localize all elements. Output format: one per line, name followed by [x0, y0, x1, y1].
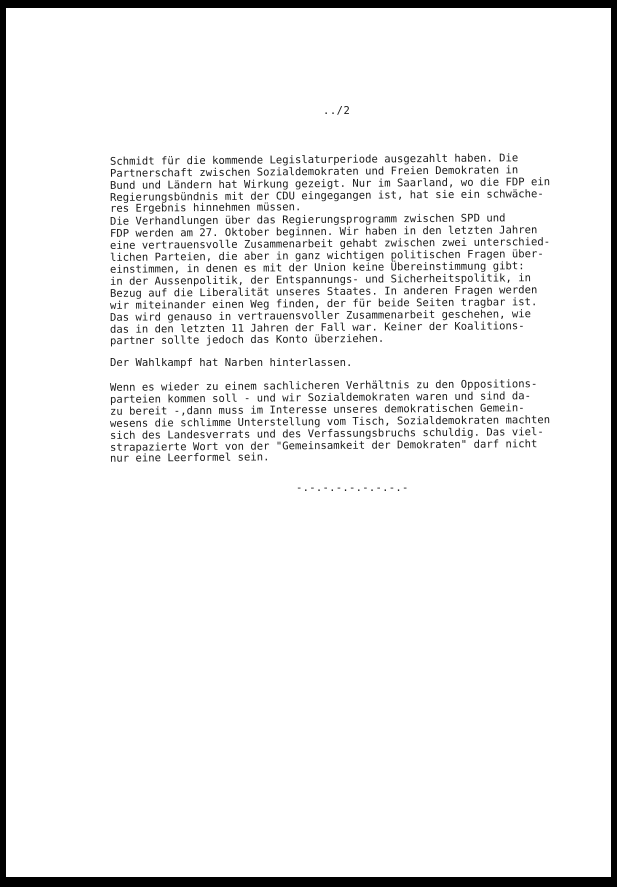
paragraph-1-line-1: Schmidt für die kommende Legislaturperiode ausgezahlt haben. Die — [109, 152, 519, 168]
paragraph-4-line-5: sich des Landesverrats und des Verfassungsbruchs schuldig. Das viel- — [109, 426, 544, 442]
paragraph-2-line-8: wir miteinander einen Weg finden, der für beide Seiten tragbar ist. — [109, 296, 538, 312]
paragraph-1-line-4: Regierungsbündnis mit der CDU eingegangen ist, hat sie ein schwäche- — [109, 188, 544, 204]
paragraph-2-line-11: partner sollte jedoch das Konto überziehen. — [109, 332, 385, 348]
paragraph-2-line-3: eine vertrauensvolle Zusammenarbeit gehabt zwischen zwei unterschied- — [109, 236, 551, 252]
paragraph-4-line-7: nur eine Leerformel sein. — [109, 451, 270, 465]
paragraph-2-line-5: einstimmen, in denen es mit der Union keine Übereinstimmung gibt: — [109, 260, 525, 276]
paragraph-2-line-2: FDP werden am 27. Oktober beginnen. Wir haben in den letzten Jahren — [109, 224, 538, 240]
paragraph-4-line-6: strapazierte Wort von der "Gemeinsamkeit der Demokraten" darf nicht — [109, 438, 538, 454]
end-of-text-marker: -.-.-.-.-.-.-.-.- — [296, 482, 409, 494]
paragraph-2-line-9: Das wird genauso in vertrauensvoller Zusammenarbeit geschehen, wie — [109, 308, 531, 324]
paragraph-4-line-4: wesens die schlimme Unterstellung vom Tisch, Sozialdemokraten machten — [109, 414, 551, 430]
paragraph-2-line-1: Die Verhandlungen über das Regierungsprogramm zwischen SPD und — [109, 212, 506, 228]
paragraph-1-line-3: Bund und Ländern hat Wirkung gezeigt. Nur im Saarland, wo die FDP ein — [109, 176, 551, 192]
page-number: ../2 — [323, 105, 351, 117]
paragraph-4-line-2: parteien kommen soll - und wir Sozialdemokraten waren und sind da- — [109, 390, 531, 406]
paragraph-2-line-7: Bezug auf die Liberalität unseres Staates. In anderen Fragen werden — [109, 284, 538, 300]
paragraph-3-line-1: Der Wahlkampf hat Narben hinterlassen. — [110, 357, 353, 369]
paragraph-4-line-1: Wenn es wieder zu einem sachlicheren Verhältnis zu den Oppositions- — [109, 378, 538, 394]
paragraph-2-line-10: das in den letzten 11 Jahren der Fall war. Keiner der Koalitions- — [109, 320, 525, 336]
paragraph-1-line-5: res Ergebnis hinnehmen müssen. — [109, 201, 302, 215]
paragraph-2-line-4: lichen Parteien, die aber in ganz wichtigen politischen Fragen über- — [109, 248, 544, 264]
paragraph-1-line-2: Partnerschaft zwischen Sozialdemokraten und Freien Demokraten in — [109, 164, 519, 180]
document-page — [6, 8, 611, 877]
paragraph-2-line-6: in der Aussenpolitik, der Entspannungs- und Sicherheitspolitik, in — [109, 272, 531, 288]
paragraph-4-line-3: zu bereit -,dann muss im Interesse unseres demokratischen Gemein- — [109, 402, 525, 418]
